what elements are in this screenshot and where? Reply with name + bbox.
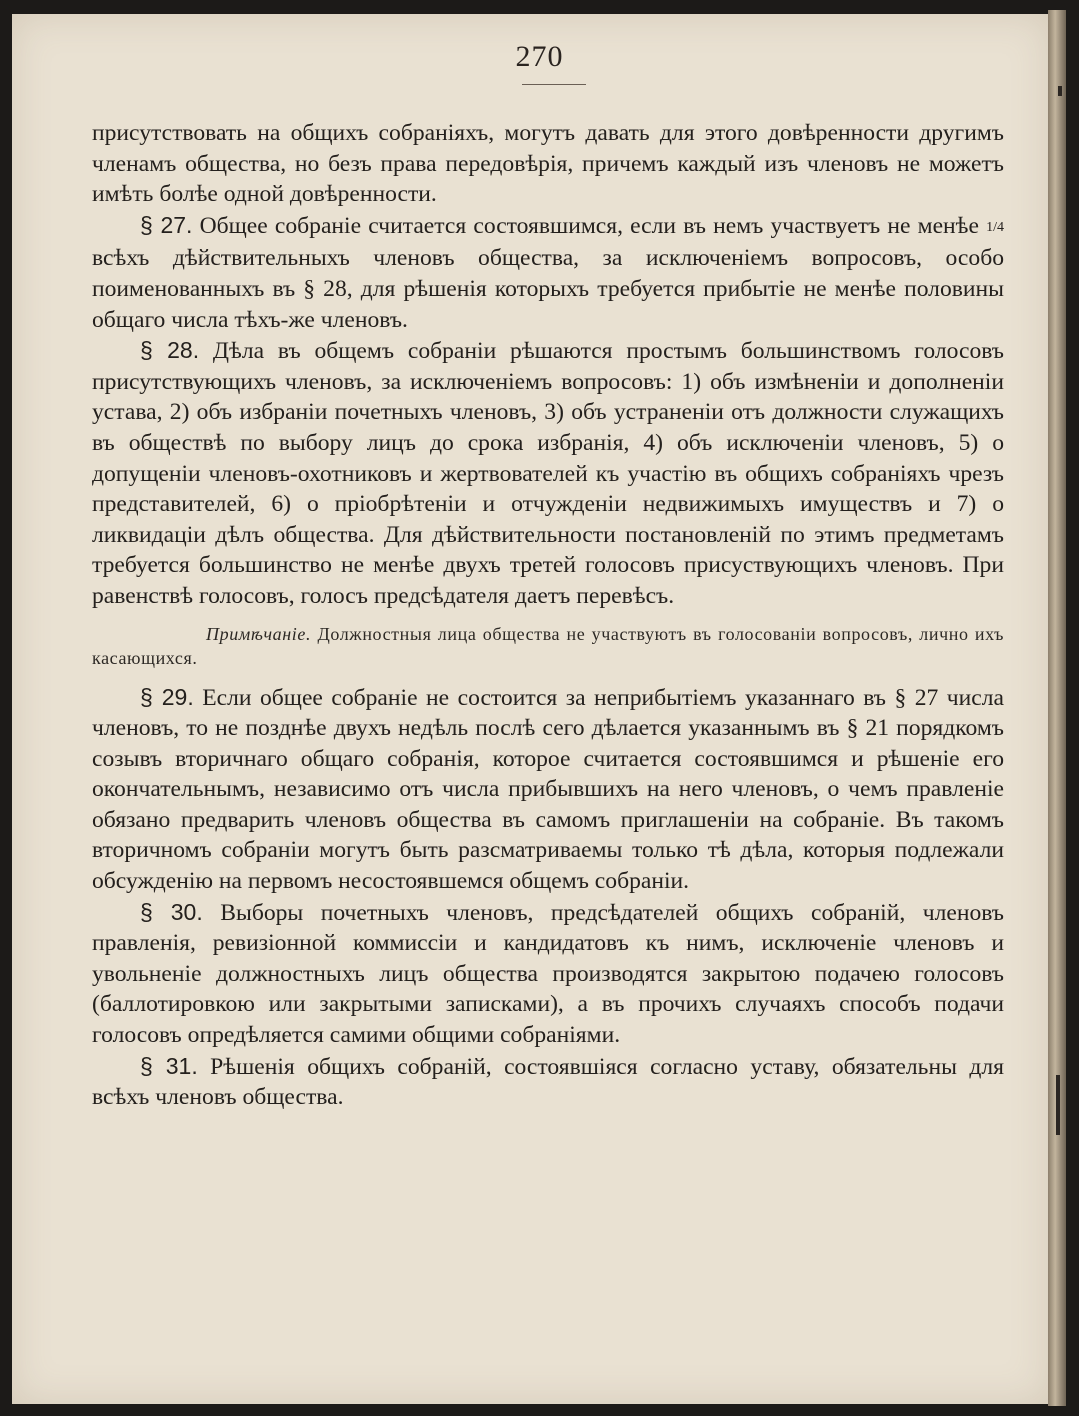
page-number-rule xyxy=(522,84,586,85)
paragraph-text: Если общее собраніе не состоится за неприбытіемъ указаннаго въ § 27 числа членовъ, то не позднѣе двухъ недѣль послѣ сего дѣлается указаннымъ въ § 21 порядкомъ созывъ вторичнаго общаго собранія, которое считается состоявшимся и рѣшеніе его окончательнымъ, независимо отъ числа прибывшихъ на него членовъ, о чемъ правленіе обязано предварить членовъ общества въ самомъ приглашеніи на собраніе. Въ такомъ вторичномъ собраніи могутъ быть разсматриваемы только тѣ дѣла, которыя подлежали обсужденію на первомъ несостоявшемся общемъ собраніи. xyxy=(92,684,1004,895)
edge-mark-bottom xyxy=(1056,1075,1060,1135)
paragraph-text-part1: Общее собраніе считается состоявшимся, если въ немъ участвуетъ не менѣе xyxy=(192,212,987,239)
paragraph-text: Дѣла въ общемъ собраніи рѣшаются простымъ большинствомъ голосовъ присутствующихъ членовъ, за исключеніемъ вопросовъ: 1) объ измѣненіи и дополненіи устава, 2) объ избраніи почетныхъ членовъ, 3) объ устраненіи отъ должности служащихъ въ обществѣ по выбору лицъ до срока избранія, 4) объ исключеніи членовъ, 5) о допущеніи членовъ-охотниковъ и жертвователей къ участію въ общихъ собраніяхъ чрезъ представителей, 6) о пріобрѣтеніи и отчужденіи недвижимыхъ имуществъ и 7) о ликвидаціи дѣлъ общества. Для дѣйствительности постановленій по этимъ предметамъ требуется большинство не менѣе двухъ третей голосовъ присуствующихъ членовъ. При равенствѣ голосовъ, голосъ предсѣдателя даетъ перевѣсъ. xyxy=(92,338,1005,609)
section-number: § 27. xyxy=(140,211,193,238)
fraction: 1/4 xyxy=(986,219,1004,235)
section-number: § 31. xyxy=(140,1052,198,1079)
paragraph-section-29 xyxy=(92,682,1004,897)
note-label: Примѣчаніе. xyxy=(206,623,312,644)
section-number: § 30. xyxy=(140,898,203,925)
page-edge xyxy=(1048,10,1066,1406)
page-number: 270 xyxy=(515,40,564,73)
paragraph-section-30 xyxy=(92,897,1004,1051)
footnote-remark xyxy=(92,622,1004,670)
body-text xyxy=(92,118,1004,1113)
paragraph-text-part2: всѣхъ дѣйствительныхъ членовъ общества, за исключеніемъ вопросовъ, особо поименованныхъ въ § 28, для рѣшенія которыхъ требуется прибытіе не менѣе половины общаго числа тѣхъ-же членовъ. xyxy=(92,245,1004,333)
edge-mark-top xyxy=(1058,86,1062,96)
paragraph-text: Выборы почетныхъ членовъ, предсѣдателей общихъ собраній, членовъ правленія, ревизіонной коммиссіи и кандидатовъ къ нимъ, исключеніе членовъ и увольненіе должностныхъ лицъ общества производятся закрытою подачею голосовъ (баллотировкою или закрытыми записками), а въ прочихъ случаяхъ способъ подачи голосовъ опредѣляется самими общими собраніями. xyxy=(92,899,1004,1049)
section-number: § 29. xyxy=(140,683,194,710)
paragraph-text: Рѣшенія общихъ собраній, состоявшіяся согласно уставу, обязательны для всѣхъ членовъ общества. xyxy=(92,1053,1005,1111)
paragraph-text: присутствовать на общихъ собраніяхъ, могутъ давать для этого довѣренности другимъ членамъ общества, но безъ права передовѣрія, причемъ каждый изъ членовъ не можетъ имѣть болѣе одной довѣренности. xyxy=(92,120,1004,208)
note-text: Должностныя лица общества не участвуютъ въ голосованіи вопросовъ, лично ихъ касающихся. xyxy=(92,623,1004,668)
paragraph-section-28 xyxy=(92,335,1004,611)
section-number: § 28. xyxy=(140,337,200,364)
paragraph-continuation xyxy=(92,118,1004,210)
paragraph-section-31 xyxy=(92,1051,1004,1113)
paragraph-section-27 xyxy=(92,210,1004,335)
